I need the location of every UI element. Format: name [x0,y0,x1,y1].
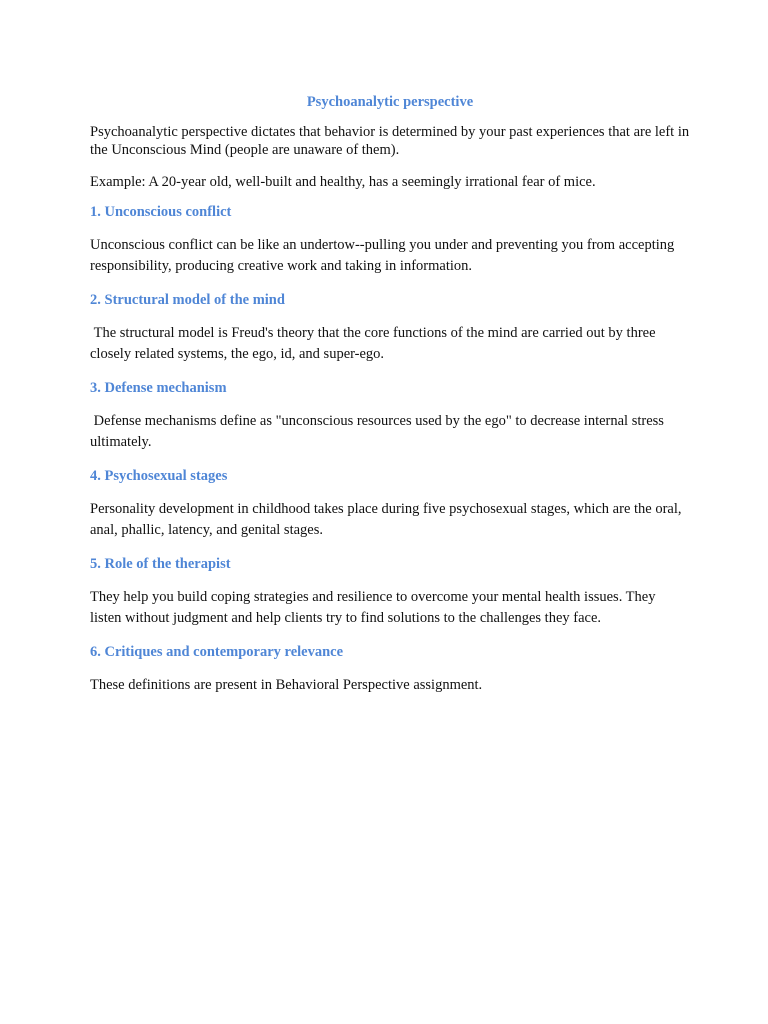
section-heading: 5. Role of the therapist [90,556,231,572]
section-role-of-therapist [90,555,690,629]
section-heading: 6. Critiques and contemporary relevance [90,644,344,660]
section-body: These definitions are present in Behavioral Perspective assignment. [90,677,483,693]
section-body: Defense mechanisms define as "unconscious resources used by the ego" to decrease internal stress ultimately. [90,413,668,450]
section-psychosexual-stages [90,467,690,541]
section-unconscious-conflict [90,203,690,277]
section-body: Personality development in childhood takes place during five psychosexual stages, which are the oral, anal, phallic, latency, and genital stages. [90,501,682,538]
section-body: The structural model is Freud's theory that the core functions of the mind are carried out by three closely related systems, the ego, id, and super-ego. [90,325,660,362]
section-structural-model [90,291,690,365]
section-critiques [90,643,690,696]
section-body: Unconscious conflict can be like an undertow--pulling you under and preventing you from accepting responsibility, producing creative work and taking in information. [90,237,675,274]
intro-paragraph: Psychoanalytic perspective dictates that behavior is determined by your past experiences that are left in the Unconscious Mind (people are unaware of them). [90,124,690,158]
document-title: Psychoanalytic perspective [306,94,474,110]
example-paragraph: Example: A 20-year old, well-built and healthy, has a seemingly irrational fear of mice. [90,174,596,190]
section-heading: 4. Psychosexual stages [90,468,228,484]
section-defense-mechanism [90,379,690,453]
section-heading: 1. Unconscious conflict [90,204,232,220]
section-heading: 2. Structural model of the mind [90,292,285,308]
section-body: They help you build coping strategies and resilience to overcome your mental health issues. They listen without judgment and help clients try to find solutions to the challenges they face. [90,589,656,626]
document-content [90,93,690,710]
section-heading: 3. Defense mechanism [90,380,227,396]
